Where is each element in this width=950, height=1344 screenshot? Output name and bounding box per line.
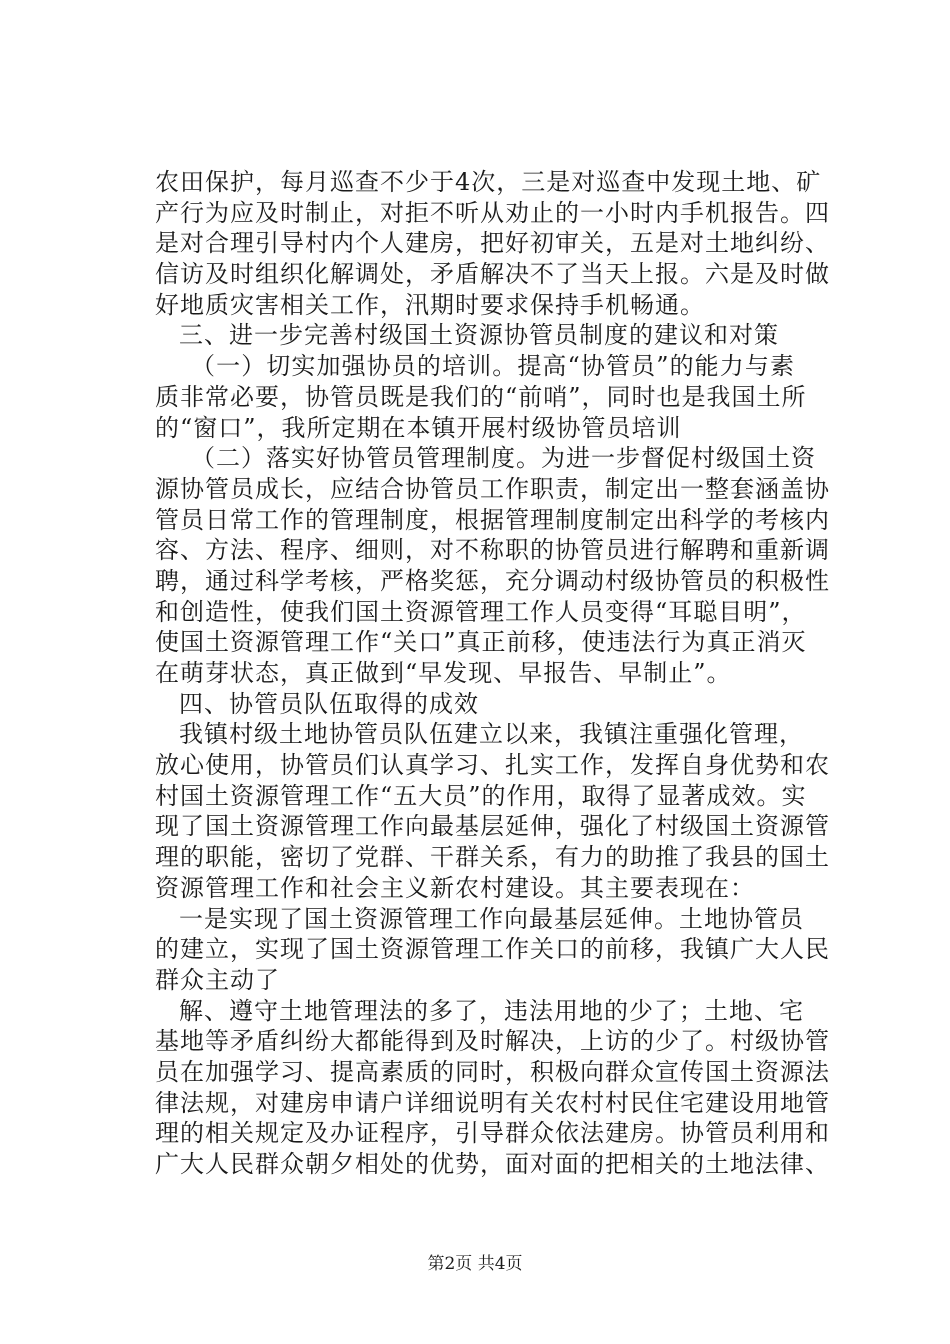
text-line: 现了国土资源管理工作向最基层延伸，强化了村级国土资源管 [155, 812, 830, 841]
text-line: 在萌芽状态，真正做到“早发现、早报告、早制止”。 [155, 659, 732, 687]
text-line: 理的职能，密切了党群、干群关系，有力的助推了我县的国土 [155, 843, 830, 872]
text-line: 的“窗口”，我所定期在本镇开展村级协管员培训 [155, 413, 682, 442]
text-line: 基地等矛盾纠纷大都能得到及时解决，上访的少了。村级协管 [155, 1027, 830, 1056]
text-line: 源协管员成长，应结合协管员工作职责，制定出一整套涵盖协 [155, 474, 830, 503]
text-line: 使国土资源管理工作“关口”真正前移，使违法行为真正消灭 [155, 628, 807, 657]
text-line: 群众主动了 [155, 965, 280, 994]
text-line: 信访及时组织化解调处，矛盾解决不了当天上报。六是及时做 [155, 260, 830, 289]
text-line: 好地质灾害相关工作，汛期时要求保持手机畅通。 [155, 290, 705, 319]
text-line: （二）落实好协管员管理制度。为进一步督促村级国土资 [191, 444, 816, 473]
page-footer: 第2页 共4页 [427, 1254, 523, 1274]
section-heading: 三、进一步完善村级国土资源协管员制度的建议和对策 [179, 321, 779, 350]
text-line: 村国土资源管理工作“五大员”的作用，取得了显著成效。实 [155, 781, 807, 810]
text-line: 律法规，对建房申请户详细说明有关农村村民住宅建设用地管 [155, 1088, 830, 1117]
document-body [155, 167, 830, 1180]
text-line: （一）切实加强协员的培训。提高“协管员”的能力与素 [191, 352, 795, 381]
text-line: 我镇村级土地协管员队伍建立以来，我镇注重强化管理， [179, 720, 804, 749]
text-line: 员在加强学习、提高素质的同时，积极向群众宣传国土资源法 [155, 1057, 830, 1086]
text-line: 放心使用，协管员们认真学习、扎实工作，发挥自身优势和农 [155, 751, 830, 780]
text-line: 解、遵守土地管理法的多了，违法用地的少了；土地、宅 [179, 996, 804, 1025]
text-line: 质非常必要，协管员既是我们的“前哨”，同时也是我国土所 [155, 382, 807, 411]
text-line: 理的相关规定及办证程序，引导群众依法建房。协管员利用和 [155, 1119, 830, 1148]
text-line: 聘，通过科学考核，严格奖惩，充分调动村级协管员的积极性 [155, 566, 830, 595]
text-line: 农田保护，每月巡查不少于4次，三是对巡查中发现土地、矿 [155, 168, 822, 196]
text-line: 的建立，实现了国土资源管理工作关口的前移，我镇广大人民 [155, 935, 830, 964]
text-line: 资源管理工作和社会主义新农村建设。其主要表现在： [155, 873, 755, 902]
text-line: 是对合理引导村内个人建房，把好初审关，五是对土地纠纷、 [155, 229, 830, 258]
text-line: 容、方法、程序、细则，对不称职的协管员进行解聘和重新调 [155, 536, 830, 565]
text-line: 管员日常工作的管理制度，根据管理制度制定出科学的考核内 [155, 505, 830, 534]
text-line: 一是实现了国土资源管理工作向最基层延伸。土地协管员 [179, 904, 804, 933]
text-line: 和创造性，使我们国土资源管理工作人员变得“耳聪目明”， [155, 597, 807, 626]
section-heading: 四、协管员队伍取得的成效 [179, 689, 479, 718]
text-line: 广大人民群众朝夕相处的优势，面对面的把相关的土地法律、 [155, 1150, 830, 1178]
text-line: 产行为应及时制止，对拒不听从劝止的一小时内手机报告。四 [155, 198, 830, 227]
